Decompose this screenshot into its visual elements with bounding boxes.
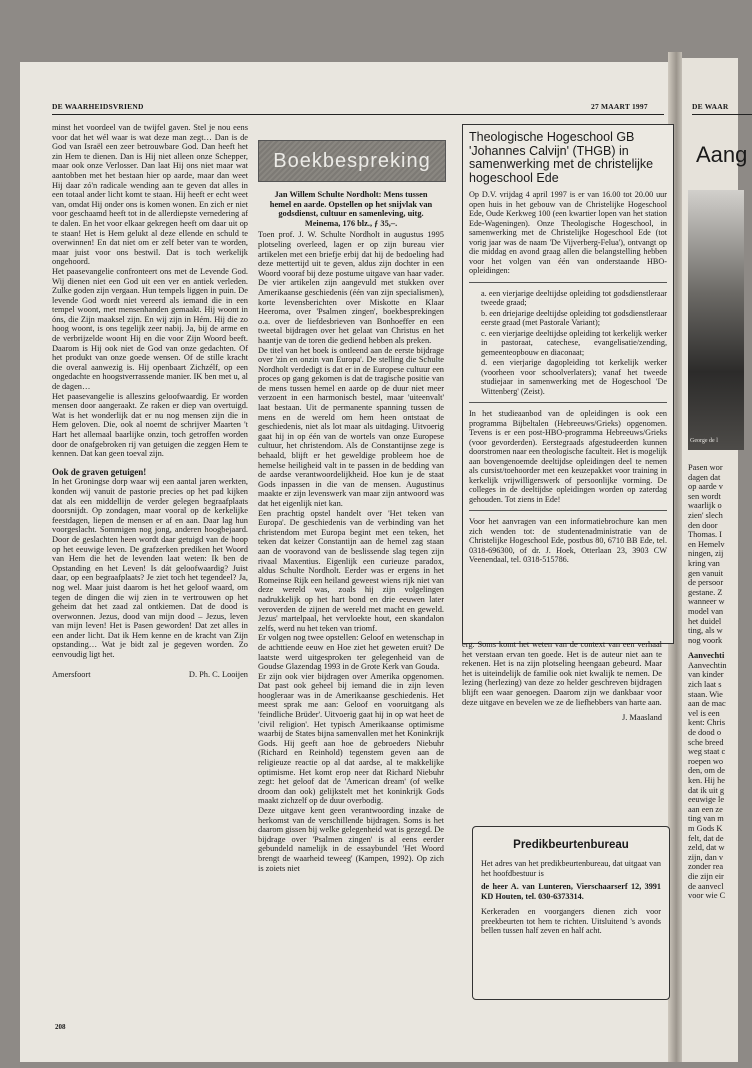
text-line: aan een ze [688,804,723,814]
next-page-title: Aang [696,142,748,167]
divider [469,282,667,283]
divider [469,510,667,511]
next-page-photo [688,190,744,450]
announcement-body [469,190,667,565]
list-item: c. een vierjarige deeltijdse opleiding tot kerkelijk werker in pastoraat, catechese, evangelisatie/zending, gemeenteopbouw en diaconaat; [481,328,667,357]
text-line: en Hemelv [688,539,725,549]
text-line: felt, dat de [688,833,724,843]
text-line: ting, als w [688,626,723,636]
paragraph: Het paasevangelie confronteert ons met de Levende God. Wij dienen niet een God uit een ver en antiek verleden. Zulke goden zijn vergaan. Hun tempels liggen in puin. De levende God wordt niet vereerd als iemand die in een tempel woont, met mensenhanden gemaakt. Hij woont in óns, die Zijn maaksel zijn. En wij zijn in Hém. Hij die zo hoog woont, is ons tegelijk zeer nabij. Ja, bij de arme en de verbrijzelde woont Hij en die voor Zijn Woord beeft. Daarom is Hij ook niet de God van onze gedachten. Of het produkt van onze goede wensen. Of de stille kracht die overal aanwezig is. Hij openbaart Zichzélf, op een ongedachte en hoogstverrassende manier. IK ben met u, al de dagen… [52,266,248,392]
text-line: de dood o [688,728,722,738]
paragraph: Deze uitgave kent geen verantwoording inzake de herkomst van de verschillende bijdragen. Soms is het daarom gissen bij welke gelegenheid wat is gezegd. De bijdrage over 'Psalmen zingen' is al eens eerder gebundeld namelijk in de essaybundel 'Het Woord brengt de waarheid teweeg' (Kampen, 1992). Op zich is zoiets niet [258,806,444,873]
next-page-photo-caption: George de l [690,438,718,444]
column-2 [258,190,444,873]
next-page-subheading: Aanvechti [688,651,725,661]
text-line: de persoor [688,578,724,588]
text-line: zich laat s [688,680,722,690]
text-line: ken. Hij he [688,776,725,785]
text-line: Pasen wor [688,463,723,472]
text-line: den door [688,520,718,530]
paragraph: erg. Soms komt het weten van de context van een verhaal het verstaan ervan ten goede. Het is de auteur niet aan te rekenen. Het is na zijn plotseling heengaan gebeurd. Maar het is uiteindelijk de familie ook niet kwalijk te nemen. De lezing (herlezing) van deze zo helder geschreven bijdragen blijft een waar genoegen. Daarom zijn we dankbaar voor deze uitgave en bevelen we ze de liefhebbers van harte aan. [462,640,662,707]
program-list [469,289,667,397]
text-line: nog voork [688,635,723,645]
text-line: roepen wo [688,756,724,766]
bureau-note: Kerkeraden en voorgangers dienen zich voor preekbeurten tot hem te richten. Uitsluitend 's avonds bellen tussen half zeven en half acht. [481,907,661,935]
text-line: vel is een [688,708,720,718]
text-line: eeuwige le [688,795,725,805]
paragraph: De titel van het boek is ontleend aan de eerste bijdrage over 'zin en onzin van Europa'. De stelling die Schulte Nordholt verdedigt is dat er in de Europese cultuur een proces op gang gekomen is dat de tragische positie van de mens tussen hemel en aarde op de duur niet meer verzoent in een harmonisch bestel, maar 'uiteenvalt' laat bestaan. Uit de permanente spanning tussen de mens en de wereld om hem heen ontstaat de geschiedenis, niet als lot maar als uitdaging. Uitvoerig gaat hij in op één van de wortels van onze Europese cultuur, het christendom. Als de Constantijnse zege is behaald, blijft er het geweldige probleem hoe de hemelse heiligheid valt in te passen in de bedding van de aardse verantwoordelijkheid. Hoe kun je de staat Gods inpassen in die van de mensen. Augustinus maakte er zijn levenswerk van maar zijn antwoord was dat het eigenlijk niet kan. [258,345,444,508]
divider [469,402,667,403]
review-signature: J. Maasland [621,713,662,723]
signature-line [52,670,248,680]
paragraph: Een prachtig opstel handelt over 'Het teken van Europa'. De geschiedenis van de verbinding van het christendom met Europa begint met een teken, het teken dat keizer Constantijn aan de hemel zag staan aan de vooravond van de beslissende slag tegen zijn rivaal Maxentius. Eigenlijk een curieuze paradox, aldus Schulte Nordholt. Eerder was er ergens in het Romeinse Rijk een heiland geweest wiens rijk niet van deze wereld was, zoals hij zijn volgelingen nadrukkelijk op het hart bond en drie eeuwen later veroverden de zijnen de wereld met macht en geweld. Jezus' martelpaal, het vervloekte hout, een skandalon zelfs, werd nu het teken van triomf. [258,508,444,633]
text-line: gestane. Z [688,587,723,597]
signature-place: Amersfoort [52,669,91,679]
bureau-body [481,859,661,936]
signature-author: D. Ph. C. Looijen [188,669,248,679]
text-line: die zijn eir [688,871,724,881]
bureau-box [472,826,670,1000]
text-line: op aarde v [688,482,723,492]
paragraph: Toen prof. J. W. Schulte Nordholt in augustus 1995 plotseling overleed, lagen er op zijn bureau vier artikelen met een briefje erbij dat hij de bedoeling had deze mettertijd uit te geven, aldus zijn dochter in een Woord vooraf bij deze postume uitgave van haar vader. De vier artikelen zijn aangevuld met stukken over Amerikaanse geschiedenis (één van zijn specialismen), korte levensberichten over Miskotte en Klaar Heeroma, over 'Psalmen zingen', boekbesprekingen o.a. over de liefdesbrieven van Bonhoeffer en een tweetal bijdragen over het gelaat van Christus en het haantje van de toren die gediend hebben als preken. [258,230,444,345]
text-line: kring van [688,558,720,568]
list-item: b. een driejarige deeltijdse opleiding tot godsdienstleraar eerste graad (met Pastorale Variant); [481,308,667,327]
text-line: zijn, dan v [688,852,724,862]
paragraph: Er zijn ook vier bijdragen over Amerika opgenomen. Dat past ook geheel bij iemand die in zijn leven hoogleraar was in de Amerikaanse geschiedenis. Het meest sprak me aan: Geloof en vooruitgang als 'feindliche Brüder'. Uitvoerig gaat hij in op wat heet de 'civil religion'. Het typisch Amerikaanse optimisme waarbij de States bijna samenvallen met het Koninkrijk Gods. Hij geeft aan hoe de gebroeders Niebuhr (Richard en Reinhold) tegenstem geven aan de religieuze reactie op al dat aardse, al te makkelijke optimisme. Het komt erop neer dat Richard Niebuhr zegt: het geloof dat de 'American dream' (of welke droom dan ook) gelijkstelt met het koninkrijk Gods maakt zichzelf op de duur overbodig. [258,671,444,806]
text-line: sen wordt [688,491,721,501]
announcement-intro: Op D.V. vrijdag 4 april 1997 is er van 16.00 tot 20.00 uur open huis in het gebouw van de Christelijke Hogeschool Ede, Oude Kerkweg 100 (een kwartier lopen van het station Ede-Wageningen). Onze Theologische Hogeschool, in samenwerking met de Christelijke Hogeschool Ede (tot vorig jaar was de naam 'De Vijverberg-Felua'), ontvangt op die middag en avond graag allen die belangstelling hebben voor het volgen van één van onderstaande HBO-opleidingen: [469,190,667,275]
text-line: zonder rea [688,862,724,872]
bureau-title: Predikbeurtenbureau [513,839,629,851]
page-right-partial [682,58,748,1062]
next-header-rule [692,114,752,115]
list-item: a. een vierjarige deeltijdse opleiding tot godsdienstleraar tweede graad; [481,288,667,307]
text-line: gen vanuit [688,568,724,578]
next-page-header: DE WAAR [692,102,729,111]
bureau-intro: Het adres van het predikbeurtenbureau, dat uitgaat van het hoofdbestuur is [481,859,661,878]
header-rule [52,114,664,115]
running-header-title: DE WAARHEIDSVRIEND [52,102,144,111]
text-line: staan. Wie [688,689,723,699]
subheading: Ook de graven getuigen! [52,466,147,477]
column-1 [52,123,248,679]
text-line: Thomas. I [688,530,722,540]
paragraph: Er volgen nog twee opstellen: Geloof en wetenschap in de achttiende eeuw en Hoe ziet het geweten eruit? De laatste werd uitgesproken ter gelegenheid van de Goudse Glazendag 1993 in de Grote Kerk van Gouda. [258,633,444,672]
text-line: kent: Chris [688,718,725,728]
announcement-title: Theologische Hogeschool GB 'Johannes Calvijn' (THGB) in samenwerking met de christelijke hogeschool Ede [469,130,654,185]
paragraph: minst het voordeel van de twijfel gaven. Stel je nou eens voor dat het wél waar is wat deze man zegt… Dan is de God van Israël een zeer betrouwbare God. Dan heeft het zin Hem te dienen. Dan is Hij niet alleen onze Schepper, maar ook onze Verlosser. Dan laat Hij ons niet maar wat aantobben met het bestaan hier op aarde, maar dan weet Hij daar zó'n radicale wending aan te geven dat alles in een totaal ander licht komt te staan. Hij heeft er echt weet van, omdat Hij onder ons is komen wonen. En zich er niet voor geschaamd heeft tot in de allerdiepste vernedering af te dalen. En het voor elkaar gekregen heeft om daar uit op te staan! Het is Hem gelukt al deze ellende en schuld te overwinnen! En dat niet om er zelf beter van te worden, maar juist voor ons bestwil. Dat is toch werkelijk ongehoord. [52,123,248,267]
text-line: dat ik uit g [688,785,725,795]
running-header-date: 27 MAART 1997 [591,102,648,111]
paragraph: Het paasevangelie is alleszins geloofwaardig. Er worden mensen door aangeraakt. Ze raken er diep van overtuigd. Wat is het wonderlijk dat er nu nog mensen zijn die in Hem geloven. Die, ook al noemt de schrijver Maarten 't Hart het allemaal baarlijke onzin, toch getroffen worden door de onafgebroken rij van getuigen die zeggen Hem te kennen. Dat kan geen toeval zijn. [52,391,248,459]
text-line: weg staat c [688,747,726,757]
review-continuation [462,640,662,723]
text-line: den, om de [688,766,725,776]
text-line: de aanvecl [688,881,724,891]
text-line: m Gods K [688,823,723,833]
book-heading: Jan Willem Schulte Nordholt: Mens tussen hemel en aarde. Opstellen op het snijvlak van godsdienst, cultuur en samenleving, uitg. Meinema, 176 blz., ƒ 35,–. [269,190,433,228]
next-page-text [688,463,748,901]
text-line: waarlijk o [688,501,722,511]
announcement-box [462,124,674,644]
text-line: het duidel [688,616,722,626]
announcement-details: In het studieaanbod van de opleidingen is ook een programma Bijbeltalen (Hebreeuws/Grieks) opgenomen. Tevens is er een post-HBO-programma Hebreeuws/Grieks (voor gevorderden). Eerstegraads afgestudeerden kunnen doorstromen naar een theologische faculteit. Het is mogelijk aan bovengenoemde deeltijdse opleidingen deel te nemen als cursist/toehoorder met een keuzepakket voor training in kerkelijk vrijwilligerswerk of persoonlijke vorming. De colleges in de deeltijdse opleidingen worden op zaterdag gehouden. Tot ziens in Ede! [469,409,667,504]
text-line: wanneer w [688,597,725,607]
text-line: zeld, dat w [688,843,725,853]
text-line: Aanvechtin [688,660,727,670]
paragraph: In het Groningse dorp waar wij een aantal jaren werkten, konden wij vanuit de pastorie precies op het pad kijken dat als een middellijn de verder gelegen begraafplaats doorsnijdt. Op zondagen, maar vooral op de kerkelijke feestdagen, liepen de mensen er af en aan. Daar lag hun voorgeslacht. Sommigen nog jong, anderen hoogbejaard. Door de geslachten heen wordt daar getuigd van de hoop op het eeuwige leven. De grafzerken prediken het Woord van Hem die het de levenden laat weten: Ik ben de Opstanding en het Leven! Is dát geloofwaardig? Juist daar, op een begraafplaats? Je ziet toch het tegendeel? Ja, nog wel. Maar juist daarom is het het geloof waard, om tegen de dingen die wij zien in te vertrouwen op het geheim dat het zaad zal ontkiemen. Dat de dood is overwonnen. Jezus, dood van mijn dood – Jezus, leven van mijn leven! Het is Pasen geworden! Dat zet alles in een ander licht. Dat ik Hem kenne en de kracht van Zijn opstanding… Wat je bidt zal je gegeven worden. Zo eenvoudig ligt het. [52,477,248,660]
announcement-contact: Voor het aanvragen van een informatiebrochure kan men zich wenden tot: de studentenadministratie van de Christelijke Hogeschool Ede, postbus 80, 6710 BB Ede, tel. 0318-696300, of dr. J. Hoek, Otterlaan 23, 3903 CW Veenendaal, tel. 0318-515786. [469,517,667,564]
text-line: aan de mac [688,699,726,709]
text-line: van kinder [688,670,724,680]
list-item: d. een vierjarige dagopleiding tot kerkelijk werker (voorheen voor schoolverlaters); vanaf het tweede studiejaar in samenwerking met de Hogeschool 'De Wittenberg' (Zeist). [481,358,667,396]
text-line: ting van m [688,814,724,824]
text-line: zien' slech [688,510,723,520]
text-line: ningen, zij [688,549,724,559]
bureau-address: de heer A. van Lunteren, Vierschaarserf 12, 3991 KD Houten, tel. 030-6373314. [481,882,661,901]
page-number: 208 [55,1023,66,1031]
section-banner: Boekbespreking [258,140,446,182]
text-line: voor wie C [688,891,726,901]
text-line: sche breed [688,737,724,747]
text-line: model van [688,606,724,616]
text-line: dagen dat [688,472,721,482]
